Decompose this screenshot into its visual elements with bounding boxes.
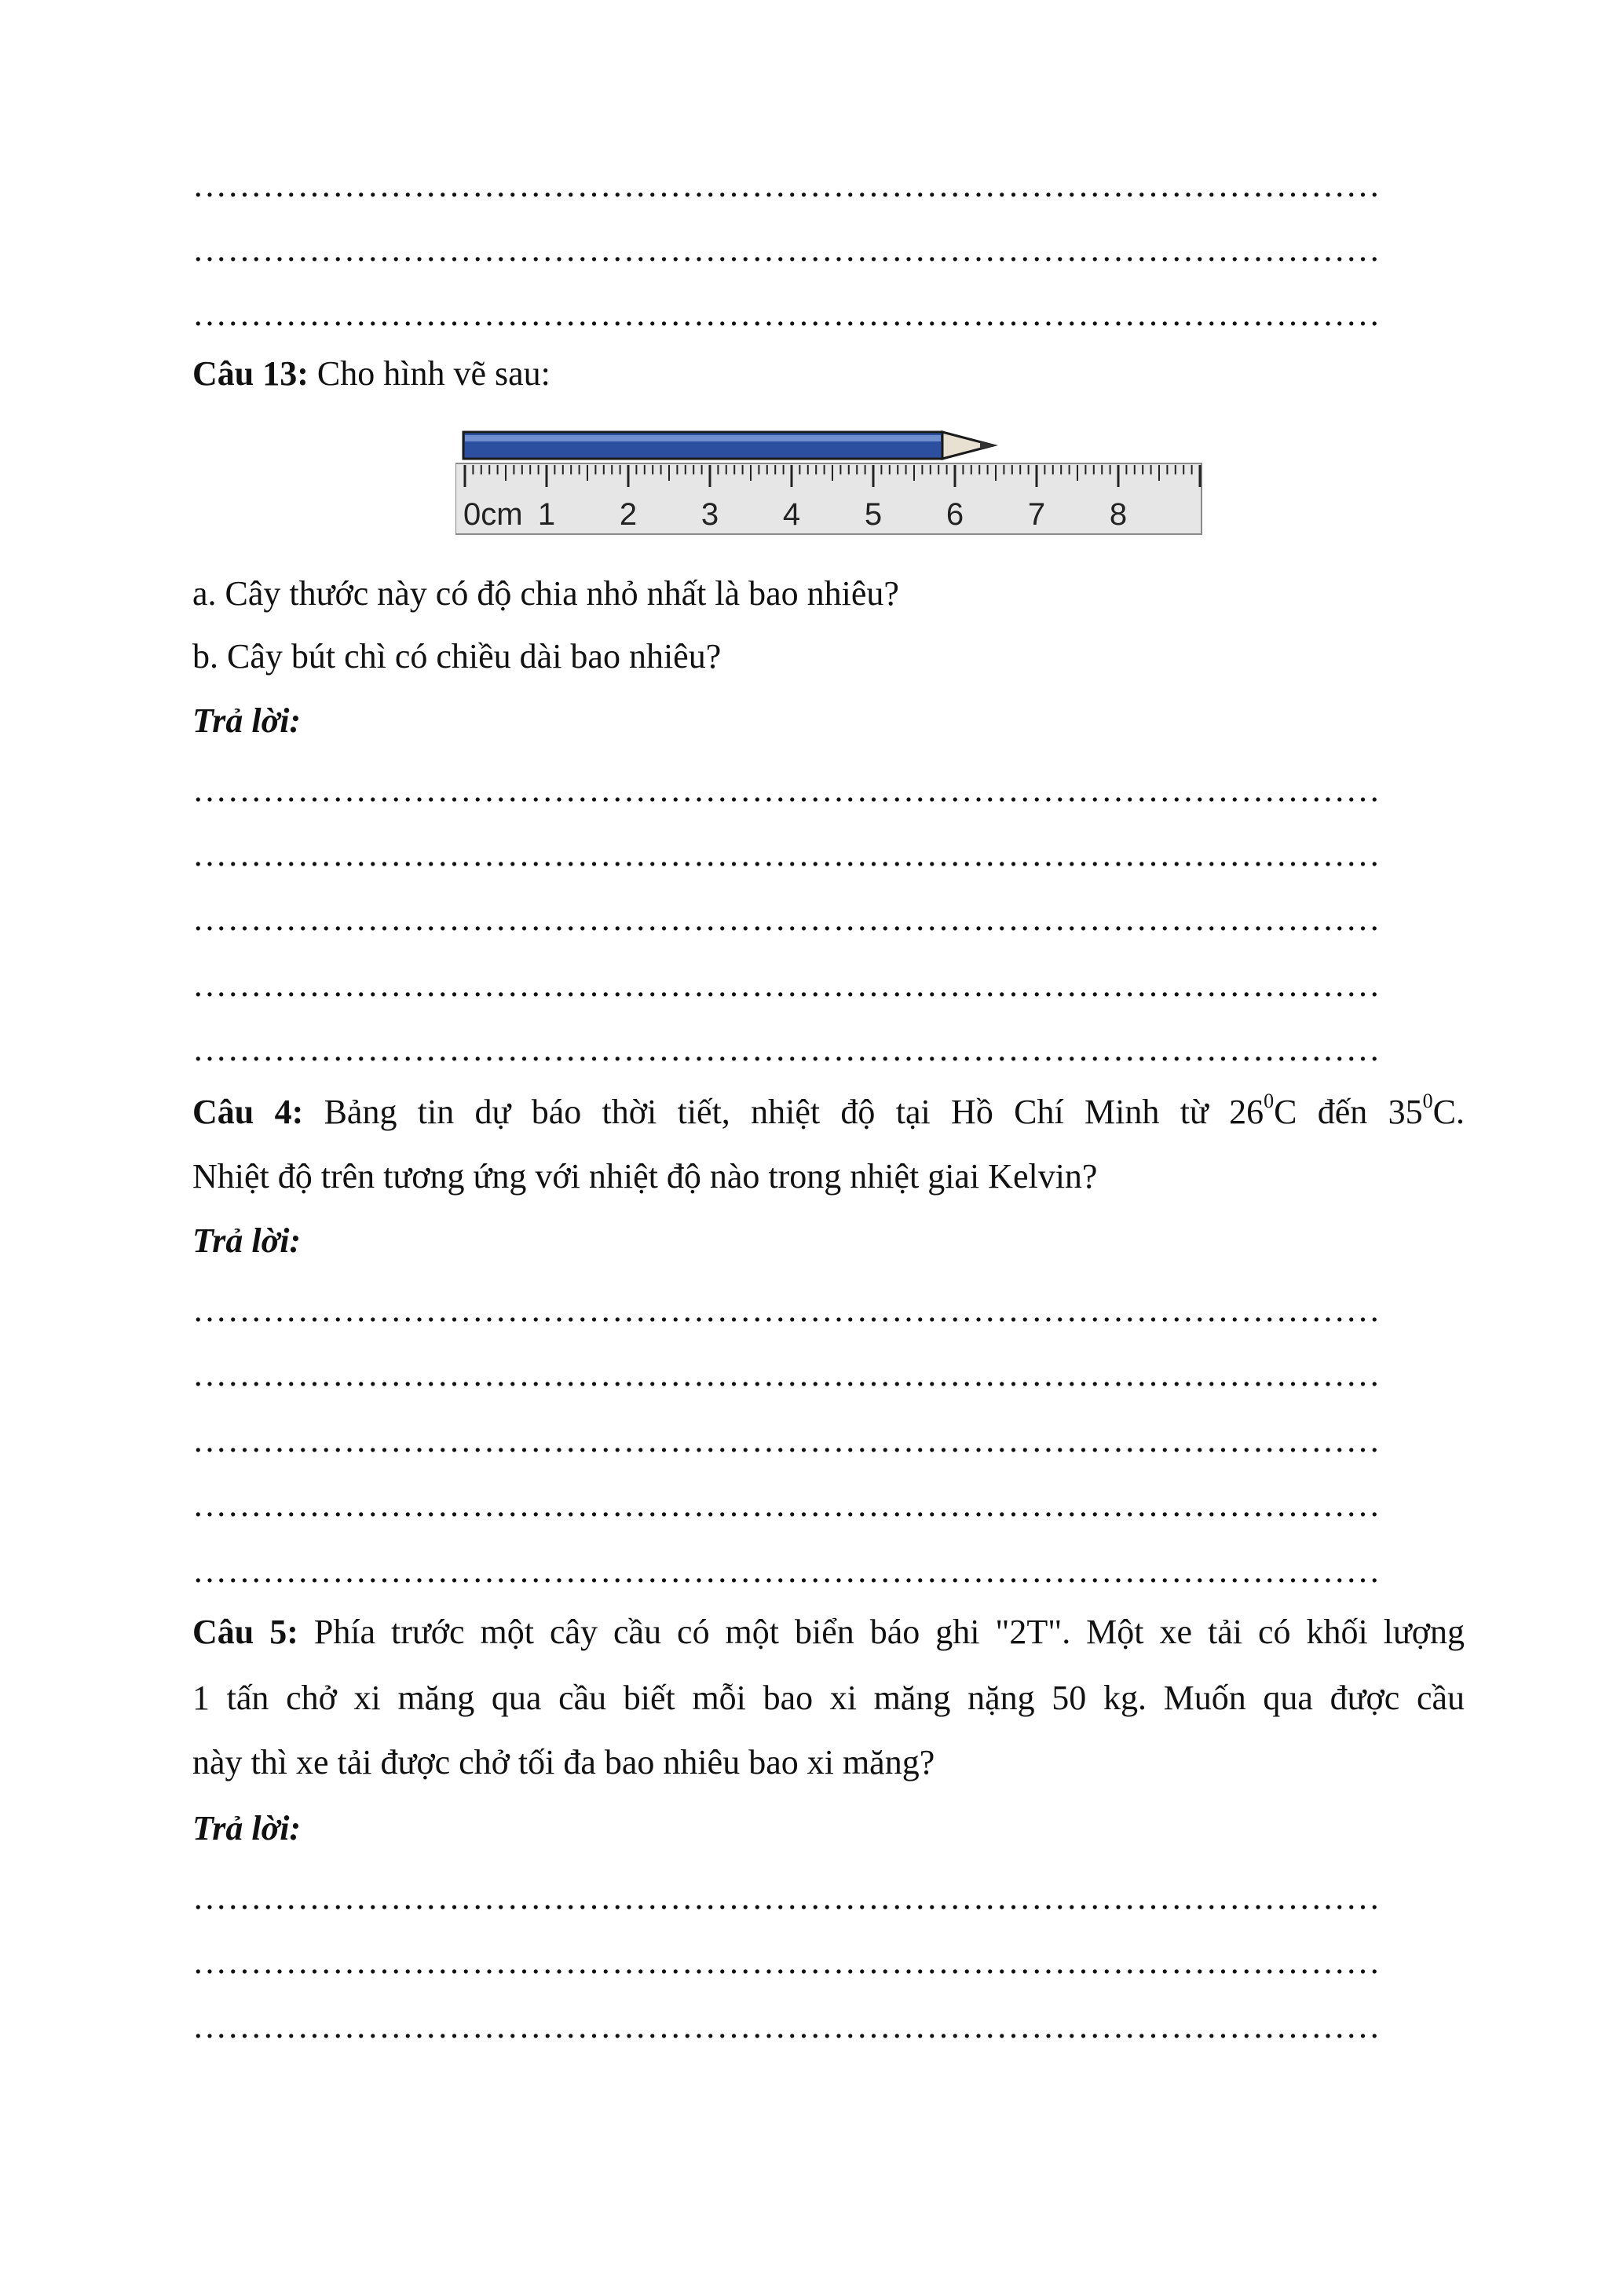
ruler-number: 3 bbox=[700, 497, 719, 532]
question-13-heading bbox=[192, 352, 1465, 396]
answer-dotted-line: ………………………………………………………………………………………… bbox=[192, 1421, 1381, 1459]
answer-dotted-line: ………………………………………………………………………………………… bbox=[192, 1291, 1381, 1329]
pencil-lead bbox=[980, 441, 996, 449]
answer-dotted-line: ………………………………………………………………………………………… bbox=[192, 295, 1381, 333]
question-text: Bảng tin dự báo thời tiết, nhiệt độ tại Hồ Chí Minh từ $26^0C$ đến $35^0C$. bbox=[324, 1089, 1465, 1131]
question-4-line-1 bbox=[192, 1090, 1465, 1134]
ruler-body bbox=[455, 463, 1202, 534]
answer-dotted-line: ………………………………………………………………………………………… bbox=[192, 835, 1381, 873]
ruler-number: 4 bbox=[782, 497, 801, 532]
answer-dotted-line: ………………………………………………………………………………………… bbox=[192, 1943, 1381, 1981]
answer-dotted-line: ………………………………………………………………………………………… bbox=[192, 166, 1381, 204]
question-13-part-b: b. Cây bút chì có chiều dài bao nhiêu? bbox=[192, 637, 722, 676]
question-text: Cho hình vẽ sau: bbox=[316, 354, 550, 393]
answer-dotted-line: ………………………………………………………………………………………… bbox=[192, 1030, 1381, 1068]
answer-label: Trả lời: bbox=[192, 701, 302, 740]
answer-dotted-line: ………………………………………………………………………………………… bbox=[192, 899, 1381, 938]
ruler-number: 5 bbox=[864, 497, 883, 532]
pencil-highlight bbox=[465, 435, 941, 441]
ruler-number: 6 bbox=[946, 497, 964, 532]
question-label: Câu 13: bbox=[192, 354, 309, 393]
answer-label: Trả lời: bbox=[192, 1809, 302, 1847]
question-5-line-3: này thì xe tải được chở tối đa bao nhiêu bao xi măng? bbox=[192, 1743, 935, 1782]
answer-dotted-line: ………………………………………………………………………………………… bbox=[192, 2007, 1381, 2045]
ruler-number: 7 bbox=[1027, 497, 1046, 532]
answer-dotted-line: ………………………………………………………………………………………… bbox=[192, 230, 1381, 269]
question-label: Câu 4: bbox=[192, 1093, 304, 1131]
question-13-part-a: a. Cây thước này có độ chia nhỏ nhất là bao nhiêu? bbox=[192, 574, 899, 613]
answer-dotted-line: ………………………………………………………………………………………… bbox=[192, 1878, 1381, 1917]
answer-label: Trả lời: bbox=[192, 1221, 302, 1260]
question-text: Phía trước một cây cầu có một biển báo ghi "2T". Một xe tải có khối lượng bbox=[313, 1613, 1465, 1651]
ruler-unit-label: 0cm bbox=[463, 497, 523, 532]
question-5-line-2: 1 tấn chở xi măng qua cầu biết mỗi bao xi măng nặng 50 kg. Muốn qua được cầu bbox=[192, 1679, 1465, 1717]
answer-dotted-line: ………………………………………………………………………………………… bbox=[192, 1551, 1381, 1590]
answer-dotted-line: ………………………………………………………………………………………… bbox=[192, 1485, 1381, 1524]
question-5-line-1 bbox=[192, 1610, 1465, 1654]
answer-dotted-line: ………………………………………………………………………………………… bbox=[192, 771, 1381, 809]
ruler-number: 1 bbox=[537, 497, 556, 532]
ruler-number: 2 bbox=[619, 497, 638, 532]
pencil-ruler-figure bbox=[455, 424, 1209, 542]
ruler-number: 8 bbox=[1109, 497, 1128, 532]
question-4-line-2: Nhiệt độ trên tương ứng với nhiệt độ nào trong nhiệt giai Kelvin? bbox=[192, 1157, 1098, 1196]
answer-dotted-line: ………………………………………………………………………………………… bbox=[192, 1355, 1381, 1393]
answer-dotted-line: ………………………………………………………………………………………… bbox=[192, 965, 1381, 1004]
pencil bbox=[463, 432, 996, 459]
question-label: Câu 5: bbox=[192, 1613, 298, 1651]
